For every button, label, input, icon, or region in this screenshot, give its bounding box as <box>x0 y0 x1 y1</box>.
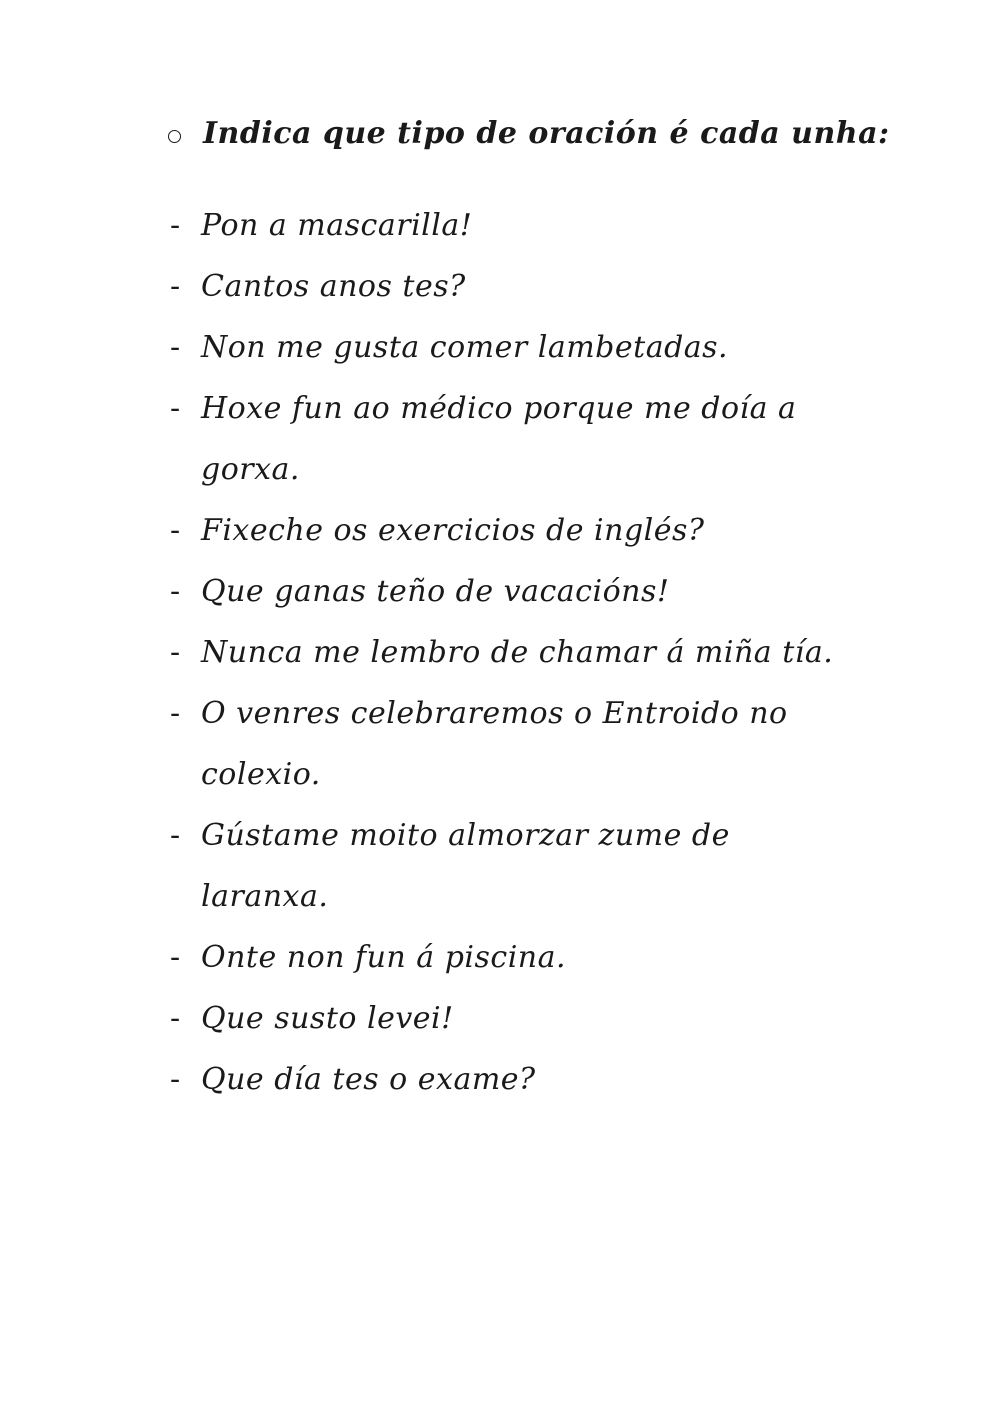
list-item <box>170 195 861 256</box>
dash-bullet: - <box>170 940 181 975</box>
dash-bullet: - <box>170 1001 181 1036</box>
sentence-text: Pon a mascarilla! <box>201 208 473 243</box>
sentence-text: Que ganas teño de vacacións! <box>201 574 670 609</box>
sentence-list <box>170 195 861 1110</box>
list-item <box>170 256 861 317</box>
sentence-text: Non me gusta comer lambetadas. <box>201 330 729 365</box>
list-item <box>170 561 861 622</box>
sentence-text: O venres celebraremos o Entroido no colexio. <box>201 696 788 792</box>
sentence-text: Gústame moito almorzar zume de laranxa. <box>201 818 730 914</box>
dash-bullet: - <box>170 635 181 670</box>
list-item <box>170 988 861 1049</box>
list-item <box>170 378 861 500</box>
sentence-text: Que día tes o exame? <box>201 1062 536 1097</box>
sentence-text: Onte non fun á piscina. <box>201 940 567 975</box>
list-item <box>170 927 861 988</box>
dash-bullet: - <box>170 574 181 609</box>
dash-bullet: - <box>170 330 181 365</box>
dash-bullet: - <box>170 208 181 243</box>
circle-bullet-icon <box>168 130 181 143</box>
dash-bullet: - <box>170 696 181 731</box>
dash-bullet: - <box>170 513 181 548</box>
list-item <box>170 805 861 927</box>
sentence-text: Hoxe fun ao médico porque me doía a gorxa. <box>201 391 797 487</box>
instruction-text: Indica que tipo de oración é cada unha: <box>203 116 890 151</box>
sentence-text: Cantos anos tes? <box>201 269 466 304</box>
dash-bullet: - <box>170 391 181 426</box>
list-item <box>170 500 861 561</box>
sentence-text: Nunca me lembro de chamar á miña tía. <box>201 635 834 670</box>
instruction-heading <box>168 116 890 151</box>
dash-bullet: - <box>170 818 181 853</box>
dash-bullet: - <box>170 1062 181 1097</box>
list-item <box>170 1049 861 1110</box>
list-item <box>170 683 861 805</box>
sentence-text: Fixeche os exercicios de inglés? <box>201 513 705 548</box>
list-item <box>170 317 861 378</box>
dash-bullet: - <box>170 269 181 304</box>
sentence-text: Que susto levei! <box>201 1001 454 1036</box>
list-item <box>170 622 861 683</box>
